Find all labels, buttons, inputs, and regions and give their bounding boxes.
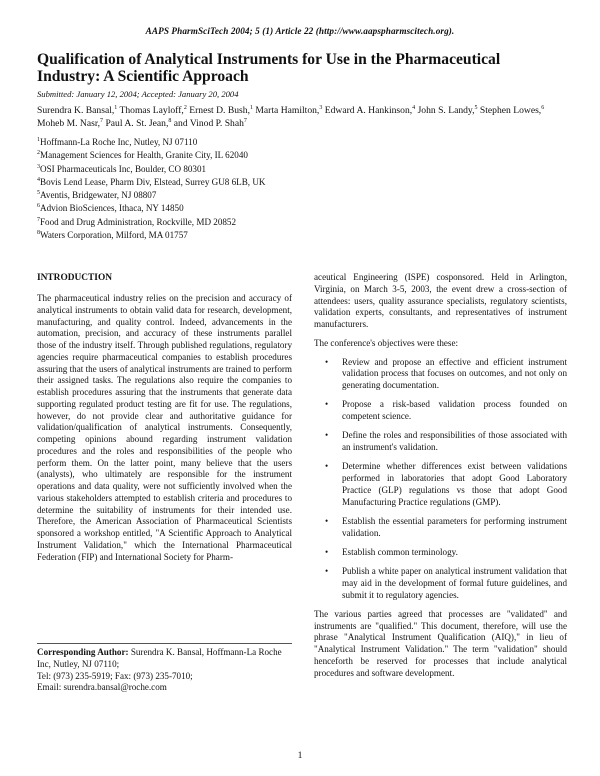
right-column [314,272,567,679]
objectives-lead: The conference's objectives were these: [314,337,459,348]
affiliation: $^5$Aventis, Bridgewater, NJ 08807 [37,190,157,201]
bullet-icon: • [325,430,329,441]
author: Stephen Lowes,$^6$ [479,104,545,116]
journal-header: AAPS PharmSciTech 2004; 5 (1) Article 22 (http://www.aapspharmscitech.org). [145,26,455,36]
author: Marta Hamilton,$^3$ [255,104,323,116]
corresponding-author-phone: Tel: (973) 235-5919; Fax: (973) 235-7010; [37,670,193,681]
closing-paragraph: The various parties agreed that processes are "validated" and instruments are "qualified." This document, therefore, will use the phrase "Analytical Instrument Qualification (AIQ)," in lieu of "Analytical Instrument Validation." The term "validation" should henceforth be reserved for processes that include analytical procedures and software development. [314,608,567,678]
author: Edward A. Hankinson,$^4$ [324,104,416,116]
bullet-icon: • [325,356,329,367]
list-item: • Determine whether differences exist between validations performed in laboratories that adopt Good Laboratory Practice (GLP) regulations vs those that adopt Good Manufacturing Practice regulations (GMP). [325,461,567,507]
author: and Vinod P. Shah$^7$ [173,117,247,129]
affiliation: $^7$Food and Drug Administration, Rockville, MD 20852 [37,216,237,227]
corresponding-author [37,647,292,694]
list-item: • Establish the essential parameters for performing instrument validation. [325,515,567,538]
affiliation: $^4$Bovis Lend Lease, Pharm Div, Elstead, Surrey GU8 6LB, UK [37,176,266,187]
footnote-divider [37,643,292,644]
author-list [37,104,572,130]
affiliation: $^8$Waters Corporation, Milford, MA 01757 [37,230,188,241]
corresponding-author-email[interactable]: Email: surendra.bansal@roche.com [37,682,167,693]
submission-dates: Submitted: January 12, 2004; Accepted: January 20, 2004 [37,89,239,99]
list-item: • Define the roles and responsibilities of those associated with an instrument's validation. [325,430,567,452]
corresponding-author-address: Surendra K. Bansal, Hoffmann-La Roche Inc, Nutley, NJ 07110; [37,647,282,669]
affiliation: $^3$OSI Pharmaceuticals Inc, Boulder, CO 80301 [37,163,207,174]
list-item: • Propose a risk-based validation process founded on competent science. [325,399,567,421]
bullet-icon: • [325,461,329,472]
intro-paragraph-continued: aceutical Engineering (ISPE) cosponsored. Held in Arlington, Virginia, on March 3-5, 2003, the event drew a cross-section of attendees: users, quality assurance specialists, regulatory scientists, validation experts, consultants, and representatives of instrument manufacturers. [314,272,567,329]
left-column [37,272,292,563]
author: Surendra K. Bansal,$^1$ [37,104,118,116]
author: Paul A. St. Jean,$^8$ [105,117,172,129]
list-item: • Review and propose an effective and efficient instrument validation process that focuses on outcomes, and not only on generating documentation. [325,356,567,390]
author: Moheb M. Nasr,$^7$ [37,117,104,129]
bullet-icon: • [325,515,329,526]
corresponding-author-label: Corresponding Author: [37,647,129,657]
author: Thomas Layloff,$^2$ [119,104,187,116]
article-title: Qualification of Analytical Instruments for Use in the Pharmaceutical Industry: A Scientific Approach [37,51,501,85]
section-heading-introduction: INTRODUCTION [37,273,113,283]
author: John S. Landy,$^5$ [417,104,478,116]
bullet-icon: • [325,399,329,410]
list-item: • Establish common terminology. [325,546,458,557]
affiliation: $^6$Advion BioSciences, Ithaca, NY 14850 [37,203,184,214]
list-item: • Publish a white paper on analytical instrument validation that may aid in the development of formal future guidelines, and submit it to regulatory agencies. [325,566,567,600]
page-number: 1 [297,750,303,761]
bullet-icon: • [325,566,329,576]
author: Ernest D. Bush,$^1$ [189,104,253,116]
affiliation-list [37,136,337,242]
objectives-list [314,357,567,602]
affiliation: $^2$Management Sciences for Health, Granite City, IL 62040 [37,150,248,161]
intro-paragraph: The pharmaceutical industry relies on the precision and accuracy of analytical instruments to obtain valid data for research, development, manufacturing, and quality control. Indeed, advancements in the automation, precision, and accuracy of these instruments parallel those of the industry itself. Through published regulations, regulatory agencies require pharmaceutical companies to establish procedures assuring that the users of analytical instruments are trained to perform their assigned tasks. The regulations also require the companies to establish procedures assuring that the instruments that generate data supporting regulated product testing are fit for use. The regulations, however, do not provide clear and authoritative guidance for validation/qualification of analytical instruments. Consequently, competing opinions abound regarding instrument validation procedures and the roles and responsibilities of the people who perform them. On the latter point, many believe that the users (analysts), who ultimately are responsible for the instrument operations and data quality, were not sufficiently involved when the various stakeholders attempted to establish criteria and procedures to determine the suitability of instruments for their intended use. Therefore, the American Association of Pharmaceutical Scientists sponsored a workshop entitled, "A Scientific Approach to Analytical Instrument Validation," which the International Pharmaceutical Federation (FIP) and International Society for Pharm- [37,293,292,562]
bullet-icon: • [325,546,329,557]
affiliation: $^1$Hoffmann-La Roche Inc, Nutley, NJ 07110 [37,136,198,147]
